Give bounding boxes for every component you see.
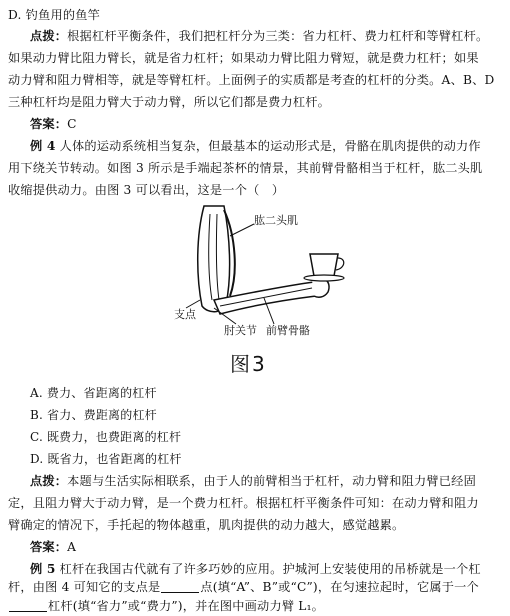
answer-label-2: 答案： <box>30 540 68 554</box>
example-5-text-c: 杠杆(填“省力”或“费力”)，并在图中画动力臂 L₁。 <box>48 599 325 613</box>
example-5-line-2 <box>8 578 479 596</box>
answer-value-2: A <box>67 540 77 554</box>
example-4-line-2: 用下绕关节转动。如图 3 所示是手端起茶杯的情景，其前臂骨骼相当于杠杆，肱二头肌 <box>8 161 483 175</box>
hint-paragraph-1-line-4: 三种杠杆均是阻力臂大于动力臂，所以它们都是费力杠杆。 <box>8 95 331 109</box>
example-4-line-3: 收缩提供动力。由图 3 可以看出，这是一个（ ） <box>8 183 285 197</box>
label-fulcrum: 支点 <box>174 308 196 321</box>
example-5-text-b: 点(填“A”、B”或“C”)，在匀速拉起时，它属于一个 <box>200 580 479 594</box>
upper-arm-shape <box>198 206 230 312</box>
hint-text: 根据杠杆平衡条件，我们把杠杆分为三类：省力杠杆、费力杠杆和等臂杠杆。 <box>67 29 489 43</box>
hint-label-2: 点拨： <box>30 474 68 488</box>
hint-paragraph-2-line-2: 定，且阻力臂大于动力臂，是一个费力杠杆。根据杠杆平衡条件可知：在动力臂和阻力 <box>8 496 479 510</box>
example-5-line-3 <box>8 597 324 615</box>
example-4-line-1 <box>30 137 481 155</box>
hint-paragraph-2-line-3: 臂确定的情况下，手托起的物体越重，肌肉提供的动力越大，感觉越累。 <box>8 518 405 532</box>
hint-label: 点拨： <box>30 29 68 43</box>
example-5-text: 杠杆在我国古代就有了许多巧妙的应用。护城河上安装使用的吊桥就是一个杠 <box>55 562 481 576</box>
hint-paragraph-2-line-1 <box>30 472 476 490</box>
option-c: C. 既费力，也费距离的杠杆 <box>30 430 182 444</box>
label-biceps: 肱二头肌 <box>254 214 298 227</box>
fill-blank-fulcrum <box>161 580 199 593</box>
label-forearm-bone: 前臂骨骼 <box>266 324 310 337</box>
example-5-line-1 <box>30 560 481 578</box>
example-5-text-a: 杆，由图 4 可知它的支点是 <box>8 580 161 594</box>
hint-text-2: 本题与生活实际相联系，由于人的前臂相当于杠杆，动力臂和阻力臂已经固 <box>67 474 476 488</box>
hint-paragraph-1-line-2: 如果动力臂比阻力臂长，就是省力杠杆；如果动力臂比阻力臂短，就是费力杠杆；如果 <box>8 51 479 65</box>
label-elbow-joint: 肘关节 <box>224 324 257 337</box>
example-label: 例 4 <box>30 139 56 153</box>
answer-label: 答案： <box>30 117 68 131</box>
hint-paragraph-1-line-1 <box>30 27 488 45</box>
example-label-5: 例 5 <box>30 562 56 576</box>
example-text: 人体的运动系统相当复杂，但最基本的运动形式是，骨骼在肌肉提供的动力作 <box>55 139 481 153</box>
saucer <box>304 275 344 281</box>
option-d: D. 既省力，也省距离的杠杆 <box>30 452 182 466</box>
muscle-pointer-line <box>230 224 254 236</box>
option-a: A. 费力、省距离的杠杆 <box>30 386 157 400</box>
teacup <box>310 254 338 276</box>
answer-line-2 <box>30 538 76 556</box>
option-b: B. 省力、费距离的杠杆 <box>30 408 157 422</box>
figure-caption: 图3 <box>230 352 267 376</box>
fill-blank-lever-type <box>9 599 47 612</box>
answer-value: C <box>67 117 77 131</box>
arm-lever-figure <box>174 196 354 336</box>
answer-line-1 <box>30 115 77 133</box>
option-d-previous: D. 钓鱼用的鱼竿 <box>8 8 101 22</box>
hint-paragraph-1-line-3: 动力臂和阻力臂相等，就是等臂杠杆。上面例子的实质都是考查的杠杆的分类。A、B、D <box>8 73 495 87</box>
